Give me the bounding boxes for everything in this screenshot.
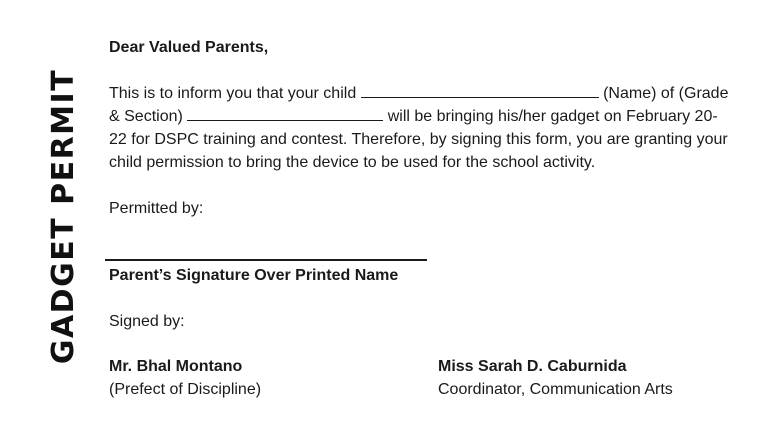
signatory-coordinator xyxy=(438,355,673,401)
permitted-by-label: Permitted by: xyxy=(109,200,204,217)
signatory-name: Miss Sarah D. Caburnida xyxy=(438,358,627,375)
permit-title-text: GADGET PERMIT xyxy=(46,68,82,364)
signatory-name: Mr. Bhal Montano xyxy=(109,358,243,375)
greeting: Dear Valued Parents, xyxy=(109,39,269,56)
parent-signature-line[interactable] xyxy=(105,259,427,261)
permit-title xyxy=(44,62,84,370)
signatory-role: (Prefect of Discipline) xyxy=(109,381,262,398)
grade-section-blank[interactable] xyxy=(187,106,383,121)
paragraph-part-1: This is to inform you that your child xyxy=(109,85,361,102)
parent-signature-caption: Parent’s Signature Over Printed Name xyxy=(109,267,399,284)
letter-body xyxy=(109,36,729,220)
signatory-prefect xyxy=(109,355,261,401)
signatory-role: Coordinator, Communication Arts xyxy=(438,381,673,398)
letter-paragraph xyxy=(109,82,729,174)
paragraph-part-2: (Name) of (Grade & Section) xyxy=(109,85,729,125)
paragraph-part-3: will be bringing his/her gadget on February 20-22 for DSPC training and contest. Therefore, by signing this form, you are granting your child permission to bring the device to be used for the school activity. xyxy=(109,108,728,171)
child-name-blank[interactable] xyxy=(361,83,599,98)
signed-by-label: Signed by: xyxy=(109,313,185,330)
